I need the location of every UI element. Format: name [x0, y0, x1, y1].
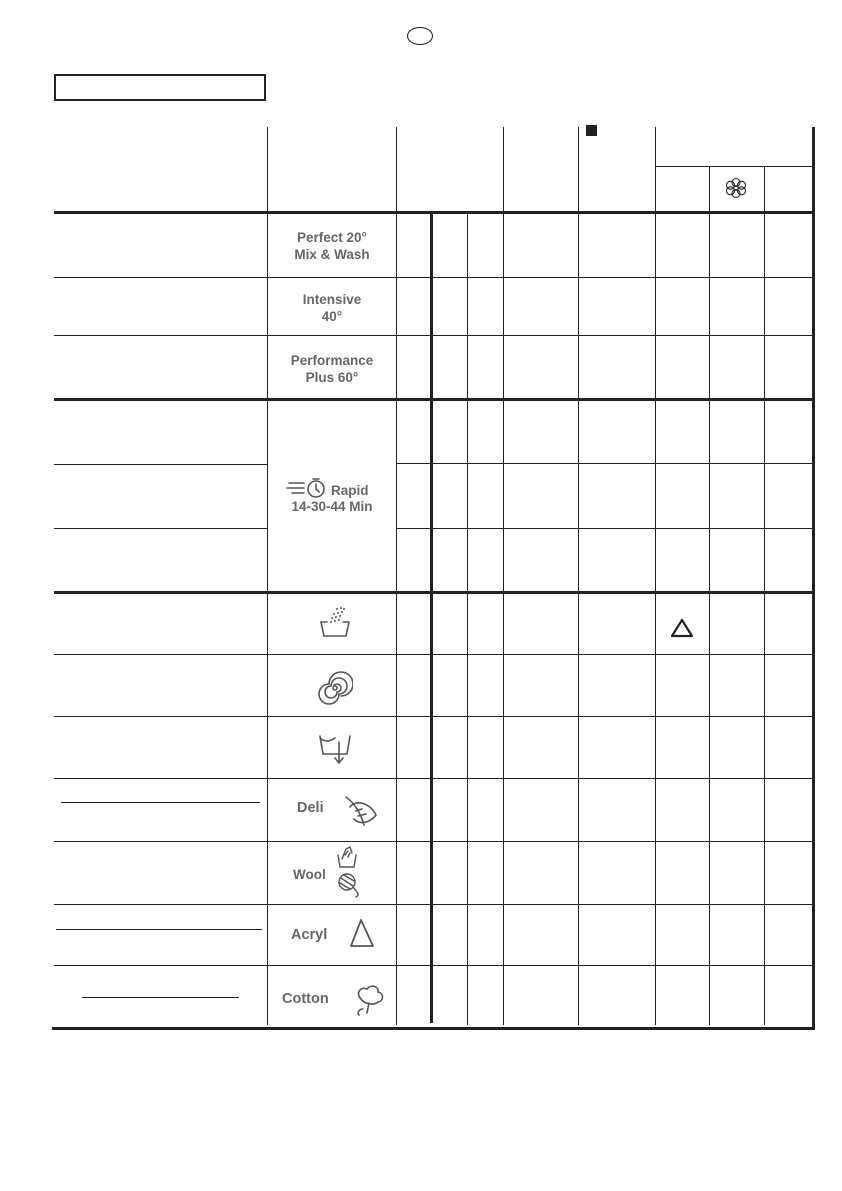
triangle-icon — [347, 916, 377, 950]
program-intensive-line2: 40° — [321, 309, 343, 324]
rinse-icon — [318, 604, 352, 640]
country-code-oval — [407, 27, 433, 45]
program-intensive-40 — [268, 291, 396, 325]
program-rapid-times: 14-30-44 Min — [291, 499, 373, 514]
spin-icon — [317, 670, 353, 706]
program-performance-line2: Plus 60° — [305, 370, 359, 385]
flower-icon — [724, 176, 748, 200]
program-performance-line1: Performance — [290, 353, 374, 368]
program-deli-label: Deli — [297, 800, 324, 816]
program-wool-label: Wool — [293, 867, 326, 882]
title-box — [54, 74, 266, 101]
feather-icon — [340, 793, 380, 829]
cotton-flower-icon — [353, 983, 387, 1017]
program-perfect-line1: Perfect 20° — [297, 230, 367, 245]
program-acryl-label: Acryl — [291, 927, 328, 943]
black-square-icon — [586, 125, 597, 136]
program-intensive-line1: Intensive — [302, 292, 362, 307]
program-cotton-label: Cotton — [282, 991, 329, 1007]
program-perfect-20 — [268, 229, 396, 263]
rapid-clock-icon — [286, 474, 328, 500]
drain-icon — [317, 730, 353, 766]
program-perfect-line2: Mix & Wash — [294, 247, 370, 262]
bleach-triangle-icon — [669, 616, 695, 640]
program-performance-plus-60 — [268, 352, 396, 386]
wool-yarn-icon — [332, 843, 364, 899]
program-rapid-label: Rapid — [331, 483, 369, 498]
